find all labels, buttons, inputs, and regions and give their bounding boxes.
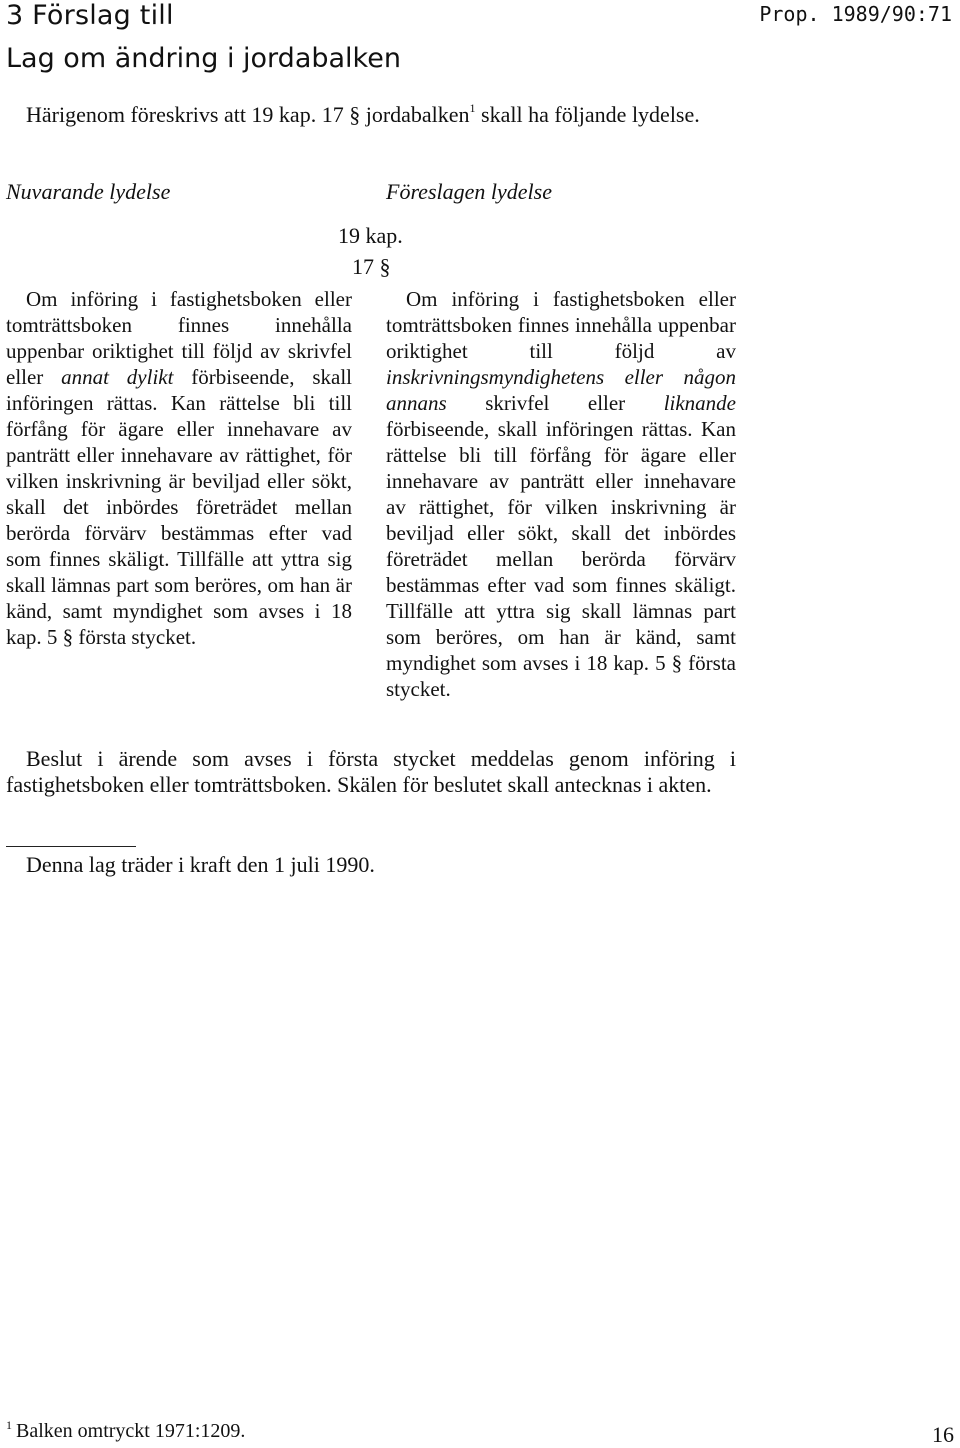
proposed-text-part: förbiseende, skall införingen rättas. Kan rättelse bli till förfång för ägare eller innehavare av panträtt eller innehavare av rättighet, för vilken inskrivning är beviljad eller sökt, skall det inbördes företrädet mellan berörda förvärv bestämmas efter vad som finnes skäligt. Tillfälle att yttra sig skall lämnas part som beröres, om han är känd, samt myndighet som avses i 18 kap. 5 § första stycket.: [386, 417, 736, 701]
proposed-text-part: skrivfel eller: [446, 391, 664, 415]
intro-text: Härigenom föreskrivs att 19 kap. 17 § jordabalken: [26, 102, 470, 127]
proposed-text-part: Om införing i fastighetsboken eller tomträttsboken finnes innehålla uppenbar oriktighet till följd av: [386, 287, 736, 363]
proposed-wording-text: [386, 286, 736, 702]
intro-text-end: skall ha följande lydelse.: [475, 102, 700, 127]
footnote-text: Balken omtryckt 1971:1209.: [16, 1420, 246, 1442]
proposed-text-emphasis: liknande: [663, 391, 736, 415]
current-text-part: förbiseende, skall införingen rättas. Kan rättelse bli till förfång för ägare eller innehavare av panträtt eller innehavare av rättighet, för vilken inskrivning är beviljad eller sökt, skall det inbördes företrädet mellan berörda förvärv bestämmas efter vad som finnes skäligt. Tillfälle att yttra sig skall lämnas part som beröres, om han är känd, samt myndighet som avses i 18 kap. 5 § första stycket.: [6, 365, 352, 649]
footnote-marker: 1: [6, 1418, 12, 1432]
footnote-divider: [6, 846, 136, 847]
footnote-reference[interactable]: 1: [469, 101, 476, 115]
proposition-reference: Prop. 1989/90:71: [759, 2, 952, 26]
proposed-text-emphasis: inskrivningsmyndighetens eller någon annans: [386, 365, 736, 415]
current-wording-label: Nuvarande lydelse: [6, 179, 171, 204]
proposed-wording-label: Föreslagen lydelse: [386, 179, 552, 204]
law-title: Lag om ändring i jordabalken: [6, 43, 401, 74]
intro-paragraph: [6, 101, 736, 128]
current-text-part: Om införing i fastighetsboken eller tomträttsboken finnes innehålla uppenbar oriktighet till följd av skrivfel eller: [6, 287, 352, 389]
page-number: 16: [932, 1422, 954, 1447]
effective-date-clause: Denna lag träder i kraft den 1 juli 1990.: [26, 852, 375, 877]
closing-paragraph: Beslut i ärende som avses i första stycket meddelas genom införing i fastighetsboken eller tomträttsboken. Skälen för beslutet skall antecknas i akten.: [6, 746, 736, 797]
current-wording-text: [6, 286, 352, 650]
current-text-emphasis: annat dylikt: [61, 365, 174, 389]
footnote: [6, 1420, 245, 1443]
paragraph-number: 17 §: [352, 254, 391, 279]
section-heading: 3 Förslag till: [6, 0, 174, 31]
chapter-heading: 19 kap.: [338, 223, 403, 248]
